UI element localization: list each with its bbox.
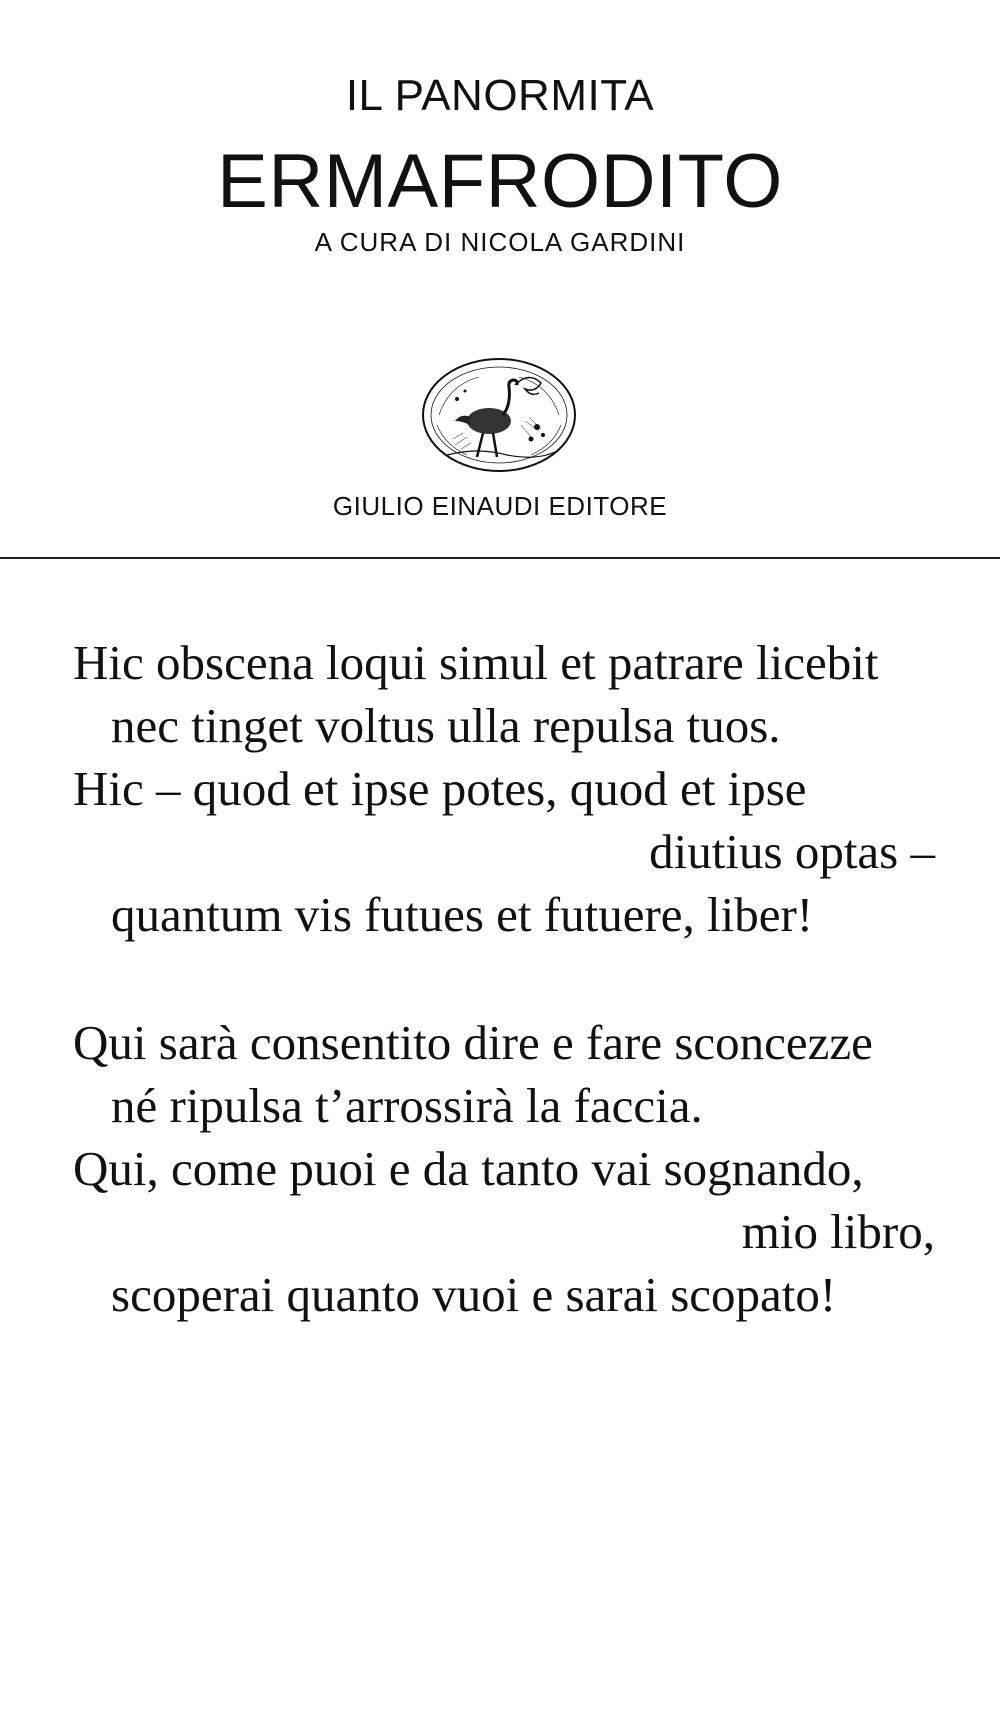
author-name: IL PANORMITA bbox=[345, 71, 655, 120]
editor-credit: A CURA DI NICOLA GARDINI bbox=[314, 227, 686, 257]
italian-line-5: scoperai quanto vuoi e sarai scopato! bbox=[111, 1267, 837, 1322]
latin-line-5: quantum vis futues et futuere, liber! bbox=[111, 887, 814, 942]
latin-line-4: diutius optas – bbox=[649, 824, 935, 879]
italian-line-4: mio libro, bbox=[741, 1204, 935, 1259]
publisher-name: GIULIO EINAUDI EDITORE bbox=[332, 491, 668, 521]
book-title: ERMAFRODITO bbox=[217, 139, 783, 224]
italian-line-2: né ripulsa t’arrossirà la faccia. bbox=[111, 1078, 703, 1133]
latin-line-1: Hic obscena loqui simul et patrare licebit bbox=[73, 635, 879, 690]
italian-line-1: Qui sarà consentito dire e fare sconcezze bbox=[73, 1015, 873, 1070]
latin-line-2: nec tinget voltus ulla repulsa tuos. bbox=[111, 698, 781, 753]
italian-line-3: Qui, come puoi e da tanto vai sognando, bbox=[73, 1141, 864, 1196]
latin-line-3: Hic – quod et ipse potes, quod et ipse bbox=[73, 761, 807, 816]
